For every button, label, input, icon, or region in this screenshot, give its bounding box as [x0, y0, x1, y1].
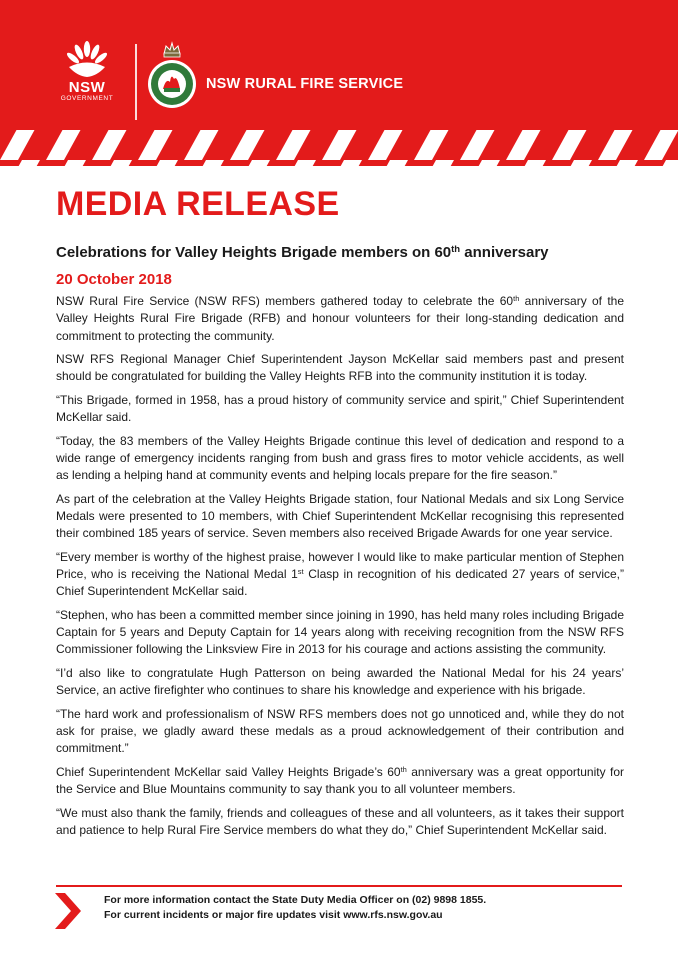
headline: Celebrations for Valley Heights Brigade members on 60th anniversary — [56, 244, 549, 261]
paragraph: As part of the celebration at the Valley Heights Brigade station, four National Medals and six Long Service Medals were presented to 10 members, with Chief Superintendent McKellar recognising this represented their combined 185 years of service. Seven members also received Brigade Awards for one year service. — [56, 491, 624, 541]
rfs-badge-icon — [146, 40, 198, 114]
agency-name: NSW RURAL FIRE SERVICE — [206, 76, 404, 92]
footer-divider — [56, 885, 622, 887]
header-banner — [0, 0, 678, 168]
paragraph: “We must also thank the family, friends and colleagues of these and all volunteers, as it takes their support and patience to help Rural Fire Service members do what they do,” Chief Superintendent McKellar said. — [56, 805, 624, 837]
footer-line-media: For more information contact the State Duty Media Officer on (02) 9898 1855. — [104, 894, 487, 906]
paragraph: NSW RFS Regional Manager Chief Superintendent Jayson McKellar said members past and present should be congratulated for building the Valley Heights RFB into the community institution it is today. — [56, 352, 624, 384]
paragraph: Chief Superintendent McKellar said Valley Heights Brigade’s 60th anniversary was a great opportunity for the Service and Blue Mountains community to say thank you to all volunteer members. — [56, 764, 625, 797]
paragraph: “The hard work and professionalism of NSW RFS members does not go unnoticed and, while they do not ask for praise, we gladly award these medals as a proud acknowledgement of their contribution and commitment.” — [56, 706, 624, 756]
article-body — [56, 293, 624, 845]
footer-contact — [104, 893, 486, 922]
paragraph: “Stephen, who has been a committed member since joining in 1990, has held many roles including Brigade Captain for 5 years and Deputy Captain for 14 years along with receiving recognition from the NSW RFS Commissioner following the Linksview Fire in 2013 for his courage and actions assisting the community. — [56, 607, 624, 657]
footer-line-website: For current incidents or major fire updates visit www.rfs.nsw.gov.au — [104, 908, 443, 921]
paragraph: “Every member is worthy of the highest praise, however I would like to make particular mention of Stephen Price, who is receiving the National Medal 1st Clasp in recognition of his dedicated 27 years of service,” Chief Superintendent McKellar said. — [56, 549, 625, 599]
nsw-wordmark: NSW — [68, 79, 106, 96]
nsw-government-label: GOVERNMENT — [60, 95, 114, 102]
chevron-right-icon — [55, 893, 85, 929]
nsw-government-logo — [52, 40, 122, 120]
release-date: 20 October 2018 — [56, 271, 172, 288]
paragraph: “Today, the 83 members of the Valley Heights Brigade continue this level of dedication and respond to a wide range of emergency incidents ranging from bush and grass fires to motor vehicle accidents, as well as lending a helping hand at community events and helping locals prepare for the fire season.” — [56, 433, 624, 483]
page-title: MEDIA RELEASE — [56, 185, 340, 223]
waratah-icon — [65, 40, 109, 80]
paragraph: “This Brigade, formed in 1958, has a proud history of community service and spirit,” Chief Superintendent McKellar said. — [56, 392, 624, 425]
paragraph: NSW Rural Fire Service (NSW RFS) members gathered today to celebrate the 60th anniversary of the Valley Heights Rural Fire Brigade (RFB) and honour volunteers for their long-standing dedication and commitment to protecting the community. — [56, 294, 624, 343]
logo-divider — [135, 44, 137, 120]
paragraph: “I’d also like to congratulate Hugh Patterson on being awarded the National Medal for his 24 years’ Service, an active firefighter who continues to share his knowledge and experience with his brigade. — [56, 665, 624, 698]
